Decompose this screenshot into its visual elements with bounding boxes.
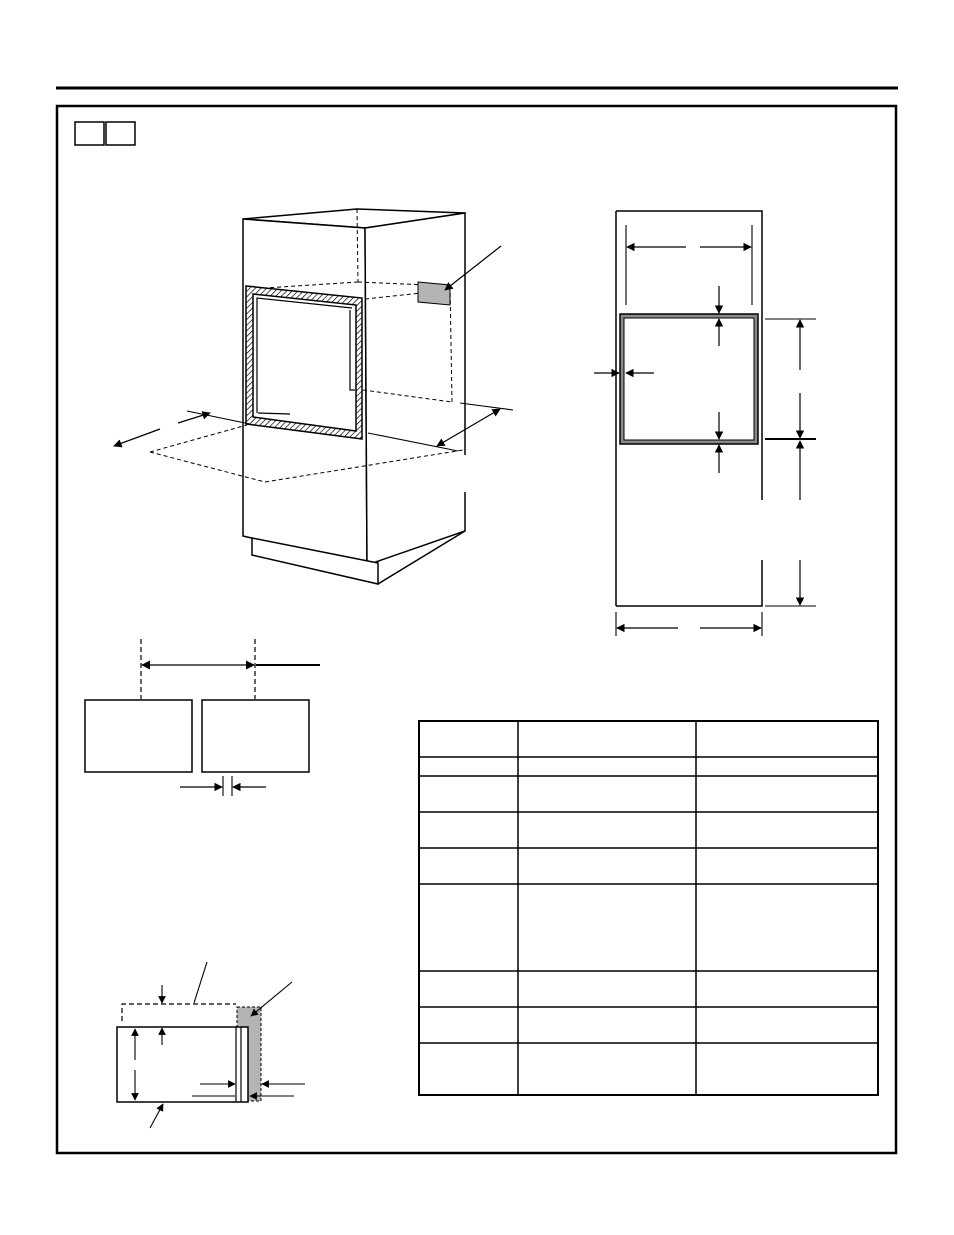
oven-body	[117, 1027, 248, 1102]
figure-box-1	[75, 122, 104, 145]
dimension-table	[419, 721, 878, 1095]
figure-box-2	[106, 122, 135, 145]
side-view-icon	[117, 962, 305, 1128]
content-frame	[57, 106, 896, 1153]
elevation-cutout-inner	[624, 318, 754, 440]
cabinet-3d-icon	[114, 209, 513, 584]
junction-box-icon	[418, 282, 450, 305]
unit-left	[85, 700, 192, 772]
unit-right	[202, 700, 309, 772]
cabinet-side	[365, 213, 465, 565]
spacing-diagram-icon	[85, 639, 320, 796]
cutout-elevation-icon	[594, 211, 816, 636]
cutout-opening	[253, 294, 356, 431]
figure-number-boxes	[75, 122, 135, 145]
table-border	[419, 721, 878, 1095]
